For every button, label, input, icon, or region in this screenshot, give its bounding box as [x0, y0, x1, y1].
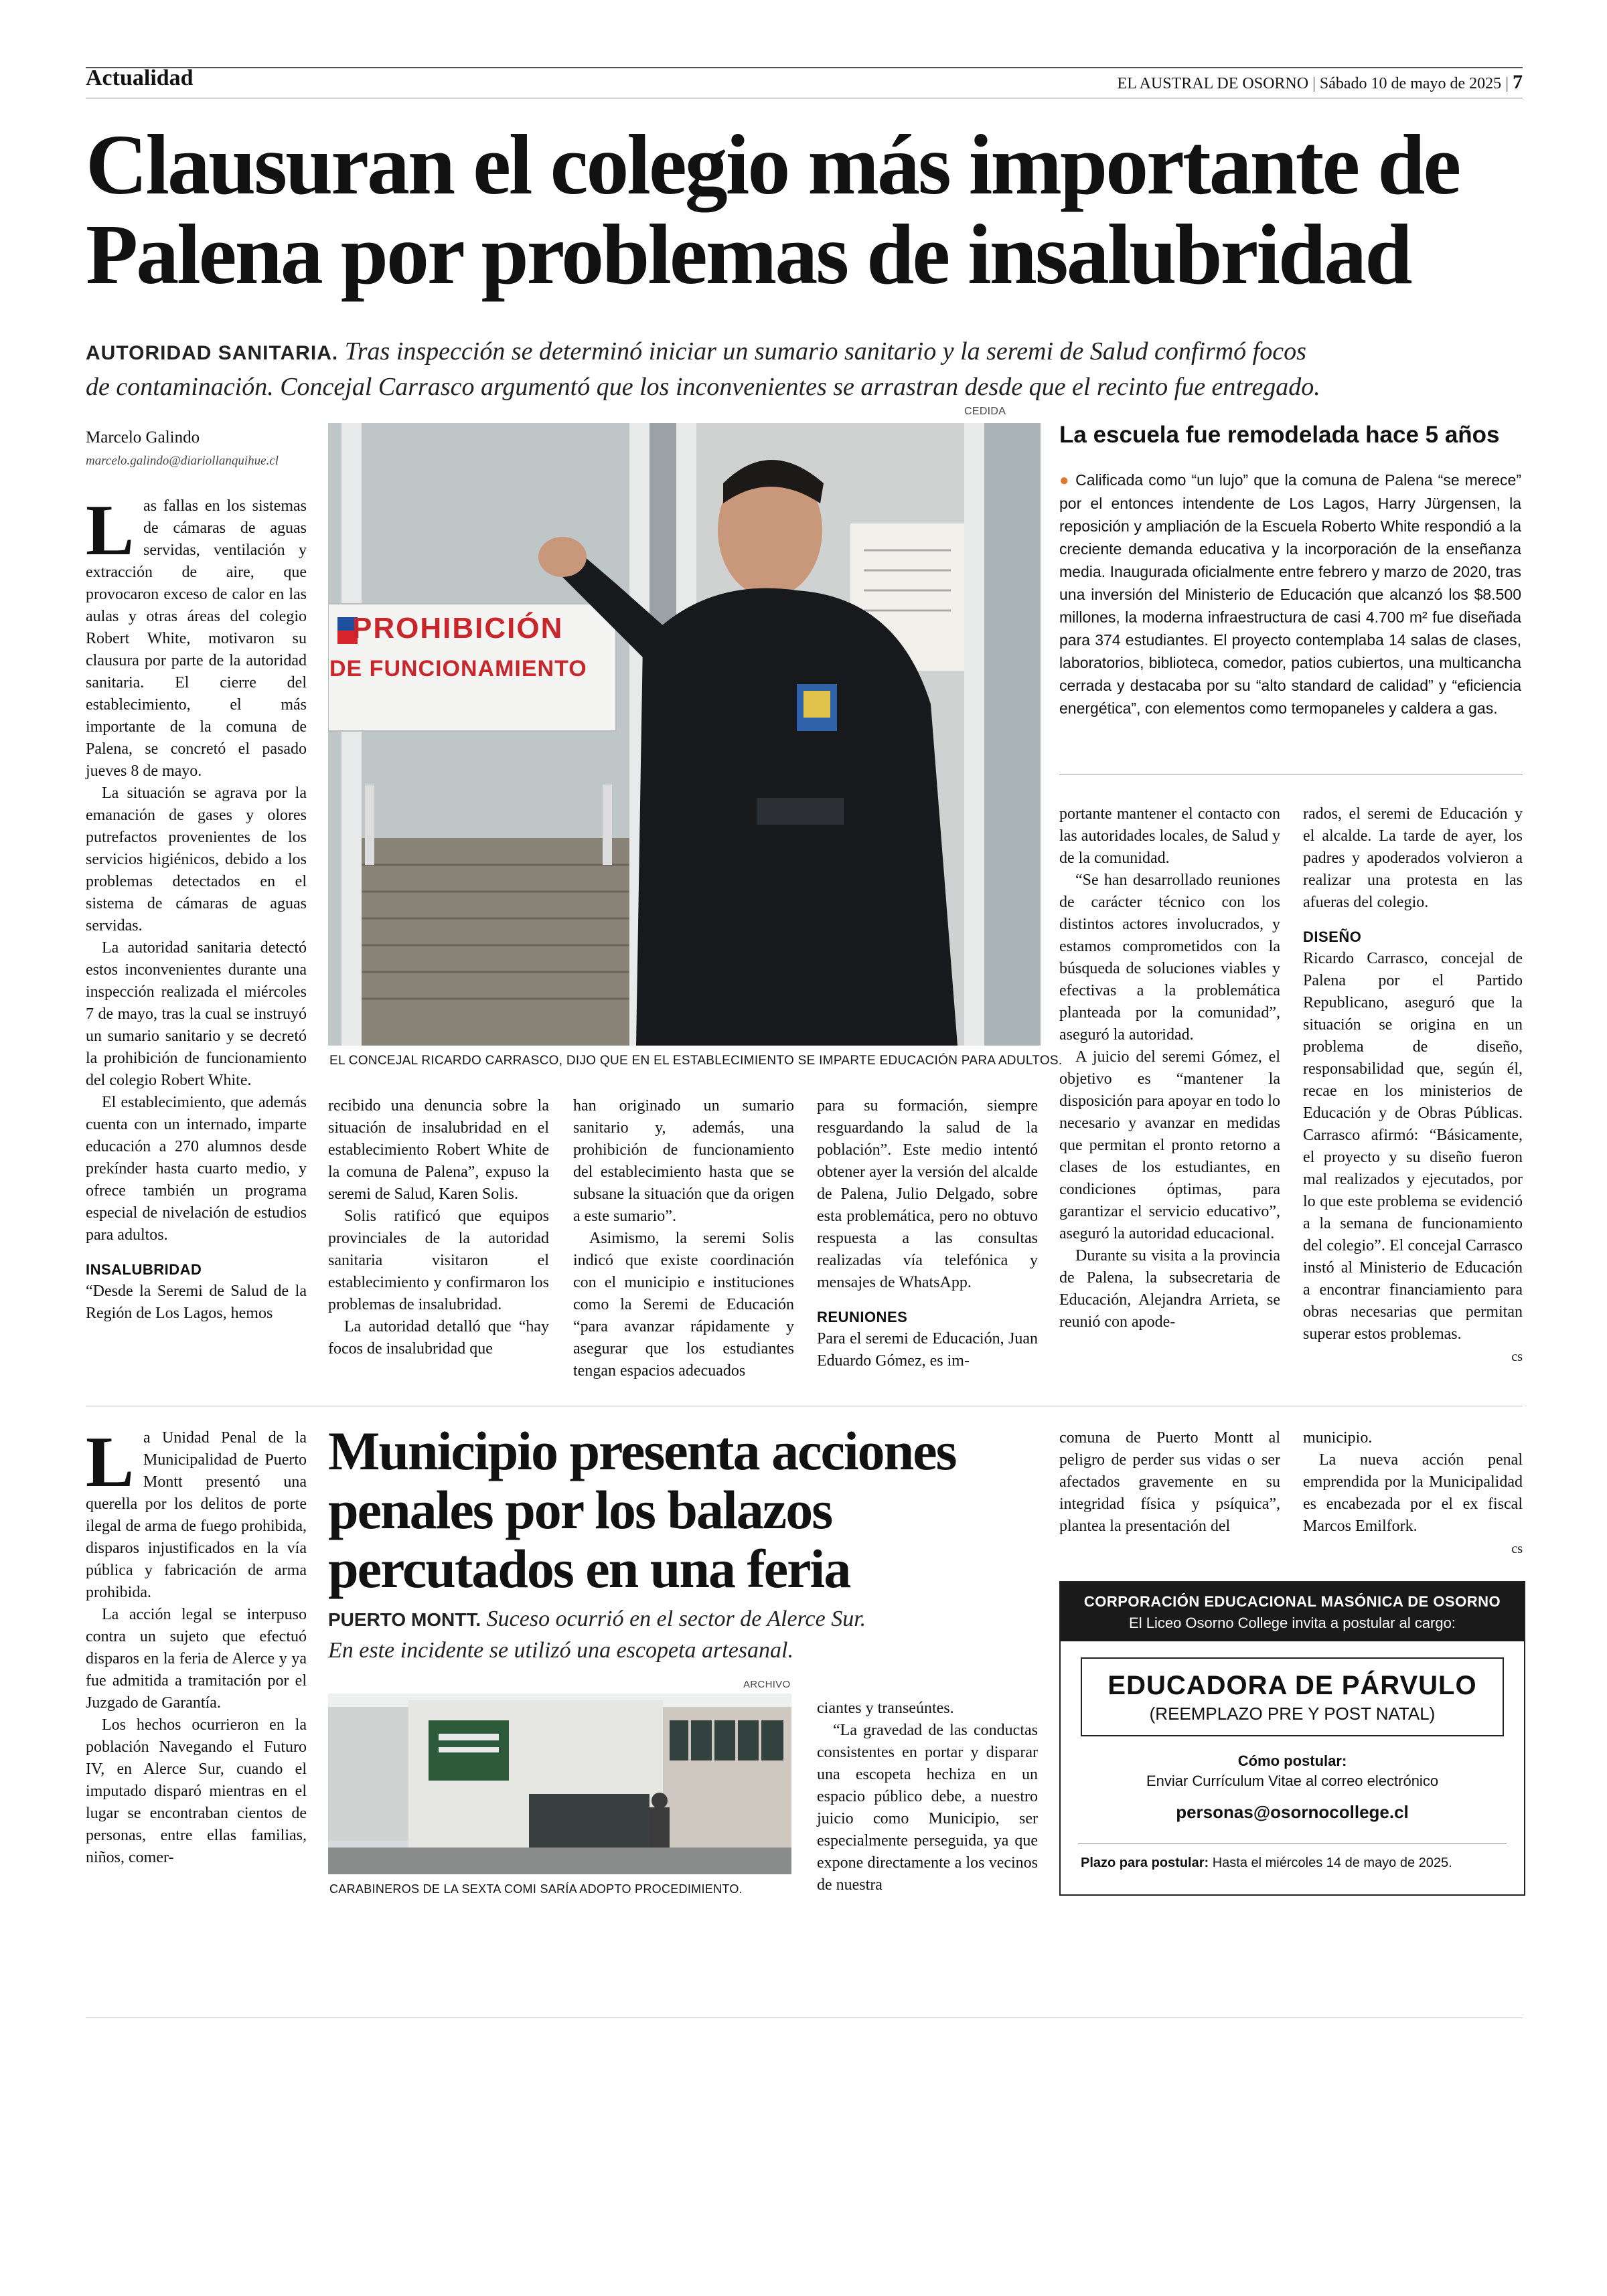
publication-name: EL AUSTRAL DE OSORNO	[1117, 75, 1309, 92]
second-col3-paragraph: “La gravedad de las conductas consistentes en portar y disparar una escopeta hechiza en un espacio público debe, a nuestro juicio como Municipio, ser especialmente perseguida, ya que expone directamente a los vecinos de nuestra	[817, 1722, 1038, 1894]
ad-how-text: Enviar Currículum Vitae al correo electrónico	[1146, 1773, 1439, 1789]
second-deck-line-2: En este incidente se utilizó una escopeta artesanal.	[328, 1638, 793, 1663]
masthead-info: EL AUSTRAL DE OSORNO | Sábado 10 de mayo de 2025 | 7	[1117, 71, 1523, 93]
ad-position: EDUCADORA DE PÁRVULO	[1107, 1671, 1477, 1700]
main-column-1	[86, 491, 307, 1325]
second-end-mark-icon: cs	[1511, 1542, 1523, 1556]
second-kicker: PUERTO MONTT.	[328, 1609, 481, 1630]
main-dropcap: L	[86, 491, 135, 570]
ad-position-box	[1081, 1657, 1504, 1736]
main-col5-paragraph: A juicio del seremi Gómez, el objetivo es “mantener la disposición para apoyar en todo lo necesario y avanzar en medidas que permitan el pronto retorno a clases de los estudiantes, en condiciones óptimas, para garantizar el servicio educativo”, aseguró la autoridad educacional.	[1059, 1048, 1280, 1242]
second-headline	[328, 1422, 956, 1598]
ad-position-note: (REEMPLAZO PRE Y POST NATAL)	[1149, 1704, 1436, 1724]
ad-header	[1061, 1582, 1524, 1641]
main-col3-paragraph: han originado un sumario sanitario y, además, una prohibición de funcionamiento del establecimiento hasta que se subsane la situación que da origen a este sumario”.	[573, 1097, 794, 1225]
second-col1-paragraph: La acción legal se interpuso contra un sujeto que efectuó disparos en la feria de Alerce y ya fue admitida a tramitación por el Juzgado de Garantía.	[86, 1606, 307, 1712]
main-headline	[86, 117, 1460, 302]
main-col3-paragraph: Asimismo, la seremi Solis indicó que existe coordinación con el municipio e instituciones como la Seremi de Educación “para avanzar rápidamente y asegurar que los estudiantes tengan espacios adecuados	[573, 1230, 794, 1380]
main-col2-paragraph: La autoridad detalló que “hay focos de insalubridad que	[328, 1318, 549, 1358]
second-headline-line-3: percutados en una feria	[328, 1538, 850, 1599]
second-photo	[328, 1694, 791, 1874]
main-col2-paragraph: recibido una denuncia sobre la situación de insalubridad en el establecimiento Robert White de la comuna de Palena”, expuso la seremi de Salud, Karen Solis.	[328, 1097, 549, 1203]
deck-line-2: de contaminación. Concejal Carrasco argumentó que los inconvenientes se arrastran desde que el recinto fue entregado.	[86, 373, 1320, 401]
second-col5-paragraph: La nueva acción penal emprendida por la Municipalidad es encabezada por el ex fiscal Marcos Emilfork.	[1303, 1451, 1523, 1535]
main-column-2	[328, 1095, 549, 1360]
headline-line-2: Palena por problemas de insalubridad	[86, 207, 1411, 302]
section-label: Actualidad	[86, 66, 194, 90]
ad-invite: El Liceo Osorno College invita a postular al cargo:	[1129, 1615, 1456, 1631]
main-col1-paragraph: La situación se agrava por la emanación de gases y olores putrefactos provenientes de los servicios higiénicos, debido a los problemas detectados en el sistema de cámaras de aguas servidas.	[86, 785, 307, 934]
second-photo-credit: ARCHIVO	[743, 1679, 791, 1690]
issue-date: Sábado 10 de mayo de 2025	[1319, 75, 1502, 92]
second-headline-line-1: Municipio presenta acciones	[328, 1420, 956, 1481]
second-col3-paragraph: ciantes y transeúntes.	[817, 1700, 954, 1717]
main-column-6	[1303, 803, 1523, 1368]
main-photo	[328, 423, 1041, 1046]
second-col1-paragraph: Los hechos ocurrieron en la población Navegando el Futuro IV, en Alerce Sur, cuando el imputado disparó mientras en el lugar se encontraban cientos de personas, entre ellas familias, niños, comer-	[86, 1716, 307, 1866]
ad-email-link[interactable]: personas@osornocollege.cl	[1176, 1802, 1409, 1822]
second-photo-caption: CARABINEROS DE LA SEXTA COMI SARÍA ADOPTO PROCEDIMIENTO.	[329, 1882, 743, 1896]
main-photo-illustration	[328, 423, 1041, 1046]
main-kicker: AUTORIDAD SANITARIA.	[86, 342, 339, 364]
second-column-3	[817, 1698, 1038, 1896]
second-dropcap: L	[86, 1422, 135, 1502]
sign-subtitle: DE FUNCIONAMIENTO	[329, 656, 587, 681]
top-rule	[86, 67, 1523, 68]
main-col4-paragraph: para su formación, siempre resguardando la salud de la población”. Este medio intentó obtener ayer la versión del alcalde de Palena, Julio Delgado, sobre esta problemática, pero no obtuvo respuesta a las consultas realizadas vía telefónica y mensajes de WhatsApp.	[817, 1097, 1038, 1291]
ad-deadline-label: Plazo para postular:	[1081, 1856, 1209, 1870]
second-column-1	[86, 1422, 307, 1869]
main-deck	[86, 335, 1525, 404]
ad-deadline-text: Hasta el miércoles 14 de mayo de 2025.	[1212, 1856, 1452, 1870]
second-column-4	[1059, 1427, 1280, 1538]
ad-how-label: Cómo postular:	[1237, 1752, 1347, 1769]
main-col2-paragraph: Solis ratificó que equipos provinciales de la autoridad sanitaria visitaron el establecimiento y confirmaron los problemas de insalubridad.	[328, 1208, 549, 1313]
main-column-4	[817, 1095, 1038, 1372]
second-col4-paragraph: comuna de Puerto Montt al peligro de perder sus vidas o ser afectados gravemente en su integridad física y psíquica”, plantea la presentación del	[1059, 1429, 1280, 1535]
second-headline-line-2: penales por los balazos	[328, 1479, 832, 1540]
main-photo-credit: CEDIDA	[964, 406, 1006, 417]
sign-title: PROHIBICIÓN	[352, 612, 564, 645]
second-deck-line-1: Suceso ocurrió en el sector de Alerce Sur.	[486, 1607, 866, 1631]
sidebar-body	[1059, 469, 1521, 720]
sidebar-title: La escuela fue remodelada hace 5 años	[1059, 422, 1500, 448]
main-col6-paragraph: rados, el seremi de Educación y el alcalde. La tarde de ayer, los padres y apoderados volvieron a realizar una protesta en las afueras del colegio.	[1303, 805, 1523, 911]
main-col5-paragraph: Durante su visita a la provincia de Palena, la subsecretaria de Educación, Alejandra Arrieta, se reunió con apode-	[1059, 1247, 1280, 1331]
ad-divider	[1078, 1843, 1507, 1844]
main-col6-paragraph: Ricardo Carrasco, concejal de Palena por el Partido Republicano, aseguró que la situación se origina en un problema de diseño, responsabilidad que, según él, recae en los ministerios de Educación y de Obras Públicas. Carrasco afirmó: “Básicamente, el proyecto y su diseño fueron mal realizados y ejecutados, por lo que este problema se evidenció a la semana de funcionamiento del colegio”. El concejal Carrasco instó al Ministerio de Educación a encontrar financiamiento para obras necesarias que permitan superar estos problemas.	[1303, 950, 1523, 1343]
author-email[interactable]: marcelo.galindo@diariollanquihue.cl	[86, 454, 279, 468]
subhead-diseno: DISEÑO	[1303, 928, 1362, 945]
second-col1-paragraph: a Unidad Penal de la Municipalidad de Puerto Montt presentó una querella por los delitos de porte ilegal de arma de fuego prohibida, disparos injustificados en la vía pública y fabricación de arma prohibida.	[86, 1429, 307, 1601]
main-column-3	[573, 1095, 794, 1382]
ad-org: CORPORACIÓN EDUCACIONAL MASÓNICA DE OSORNO	[1083, 1593, 1501, 1610]
main-col5-paragraph: portante mantener el contacto con las autoridades locales, de Salud y de la comunidad.	[1059, 805, 1280, 867]
main-photo-caption: EL CONCEJAL RICARDO CARRASCO, DIJO QUE EN EL ESTABLECIMIENTO SE IMPARTE EDUCACIÓN PARA ADULTOS.	[329, 1054, 1063, 1068]
author-name: Marcelo Galindo	[86, 428, 200, 446]
main-col1-paragraph: El establecimiento, que además cuenta con un internado, imparte educación a 270 alumnos desde prekínder hasta cuarto medio, y ofrece también un programa especial de nivelación de estudios para adultos.	[86, 1094, 307, 1244]
subhead-reuniones: REUNIONES	[817, 1309, 908, 1325]
subhead-insalubridad: INSALUBRIDAD	[86, 1261, 202, 1278]
sidebar-text: Calificada como “un lujo” que la comuna de Palena “se merece” por el entonces intendente de Los Lagos, Harry Jürgensen, la reposición y ampliación de la Escuela Roberto White respondió a la creciente demanda educativa y la incorporación de la enseñanza media. Inaugurada oficialmente entre febrero y marzo de 2020, tras una inversión del Ministerio de Educación que alcanzó los $8.500 millones, la moderna infraestructura de casi 4.700 m² fue diseñada para 374 estudiantes. El proyecto contemplaba 14 salas de clases, laboratorios, biblioteca, comedor, patios cubiertos, una multicancha cerrada y destacaba por su “alto standard de calidad” y “eficiencia energética”, con elementos como termopaneles y caldera a gas.	[1059, 471, 1521, 717]
second-column-5	[1303, 1427, 1523, 1560]
main-col1-paragraph: La autoridad sanitaria detectó estos inconvenientes durante una inspección realizada el miércoles 7 de mayo, tras la cual se instruyó un sumario sanitario y se decretó la prohibición de funcionamiento del colegio Robert White.	[86, 939, 307, 1089]
ad-how	[1061, 1752, 1524, 1823]
sidebar-bullet-icon: ●	[1059, 471, 1071, 489]
page-number: 7	[1513, 71, 1523, 93]
police-station-illustration	[328, 1694, 791, 1874]
deck-line-1: Tras inspección se determinó iniciar un sumario sanitario y la seremi de Salud confirmó focos	[344, 337, 1306, 365]
main-column-5	[1059, 803, 1280, 1333]
second-deck	[328, 1604, 1038, 1666]
second-col5-paragraph: municipio.	[1303, 1429, 1373, 1447]
main-col1-paragraph: “Desde la Seremi de Salud de la Región de Los Lagos, hemos	[86, 1283, 307, 1322]
ad-deadline	[1081, 1856, 1452, 1871]
headline-line-1: Clausuran el colegio más importante de	[86, 117, 1460, 212]
main-col5-paragraph: “Se han desarrollado reuniones de carácter técnico con los distintos actores involucrados, y estamos comprometidos con la búsqueda de soluciones viables y efectivas a la problemática planteada por la comunidad”, aseguró la autoridad.	[1059, 872, 1280, 1044]
main-col4-paragraph: Para el seremi de Educación, Juan Eduardo Gómez, es im-	[817, 1330, 1038, 1370]
end-mark-icon: cs	[1511, 1349, 1523, 1364]
job-ad	[1059, 1581, 1525, 1896]
main-col1-paragraph: as fallas en los sistemas de cámaras de aguas servidas, ventilación y extracción de aire, que provocaron exceso de calor en las aulas y otras áreas del colegio Robert White, motivaron su clausura por parte de la autoridad sanitaria. El cierre del establecimiento, el más importante de la comuna de Palena, se concretó el pasado jueves 8 de mayo.	[86, 497, 307, 780]
